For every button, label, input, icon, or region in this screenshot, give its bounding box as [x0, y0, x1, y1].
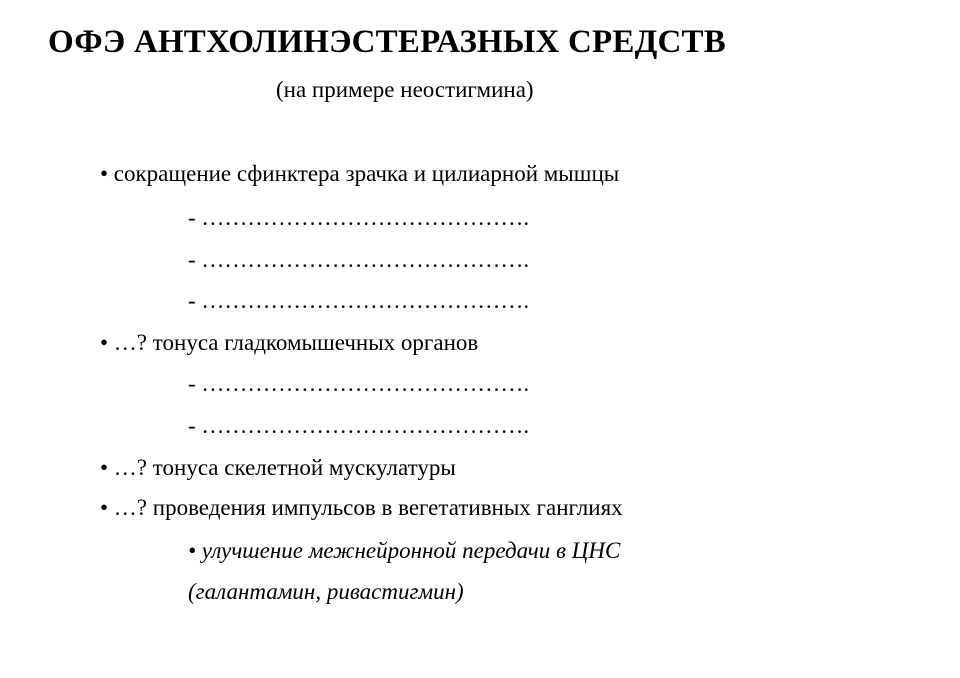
bullet-pupil-sphincter: • сокращение сфинктера зрачка и цилиарной мышцы: [100, 161, 620, 186]
bullet-ganglionic-transmission: • …? проведения импульсов в вегетативных ганглиях: [100, 495, 623, 520]
blank-line: - …………………………………….: [188, 247, 530, 272]
drug-examples: (галантамин, ривастигмин): [188, 579, 464, 604]
bullet-skeletal-muscle-tone: • …? тонуса скелетной мускулатуры: [100, 455, 456, 480]
subbullet-cns-transmission: • улучшение межнейронной передачи в ЦНС: [188, 538, 621, 563]
slide-title: ОФЭ АНТХОЛИНЭСТЕРАЗНЫХ СРЕДСТВ: [48, 24, 726, 60]
blank-line: - …………………………………….: [188, 288, 530, 313]
blank-line: - …………………………………….: [188, 205, 530, 230]
slide-subtitle: (на примере неостигмина): [276, 77, 534, 102]
bullet-smooth-muscle-tone: • …? тонуса гладкомышечных органов: [100, 330, 479, 355]
blank-line: - …………………………………….: [188, 413, 530, 438]
blank-line: - …………………………………….: [188, 371, 530, 396]
